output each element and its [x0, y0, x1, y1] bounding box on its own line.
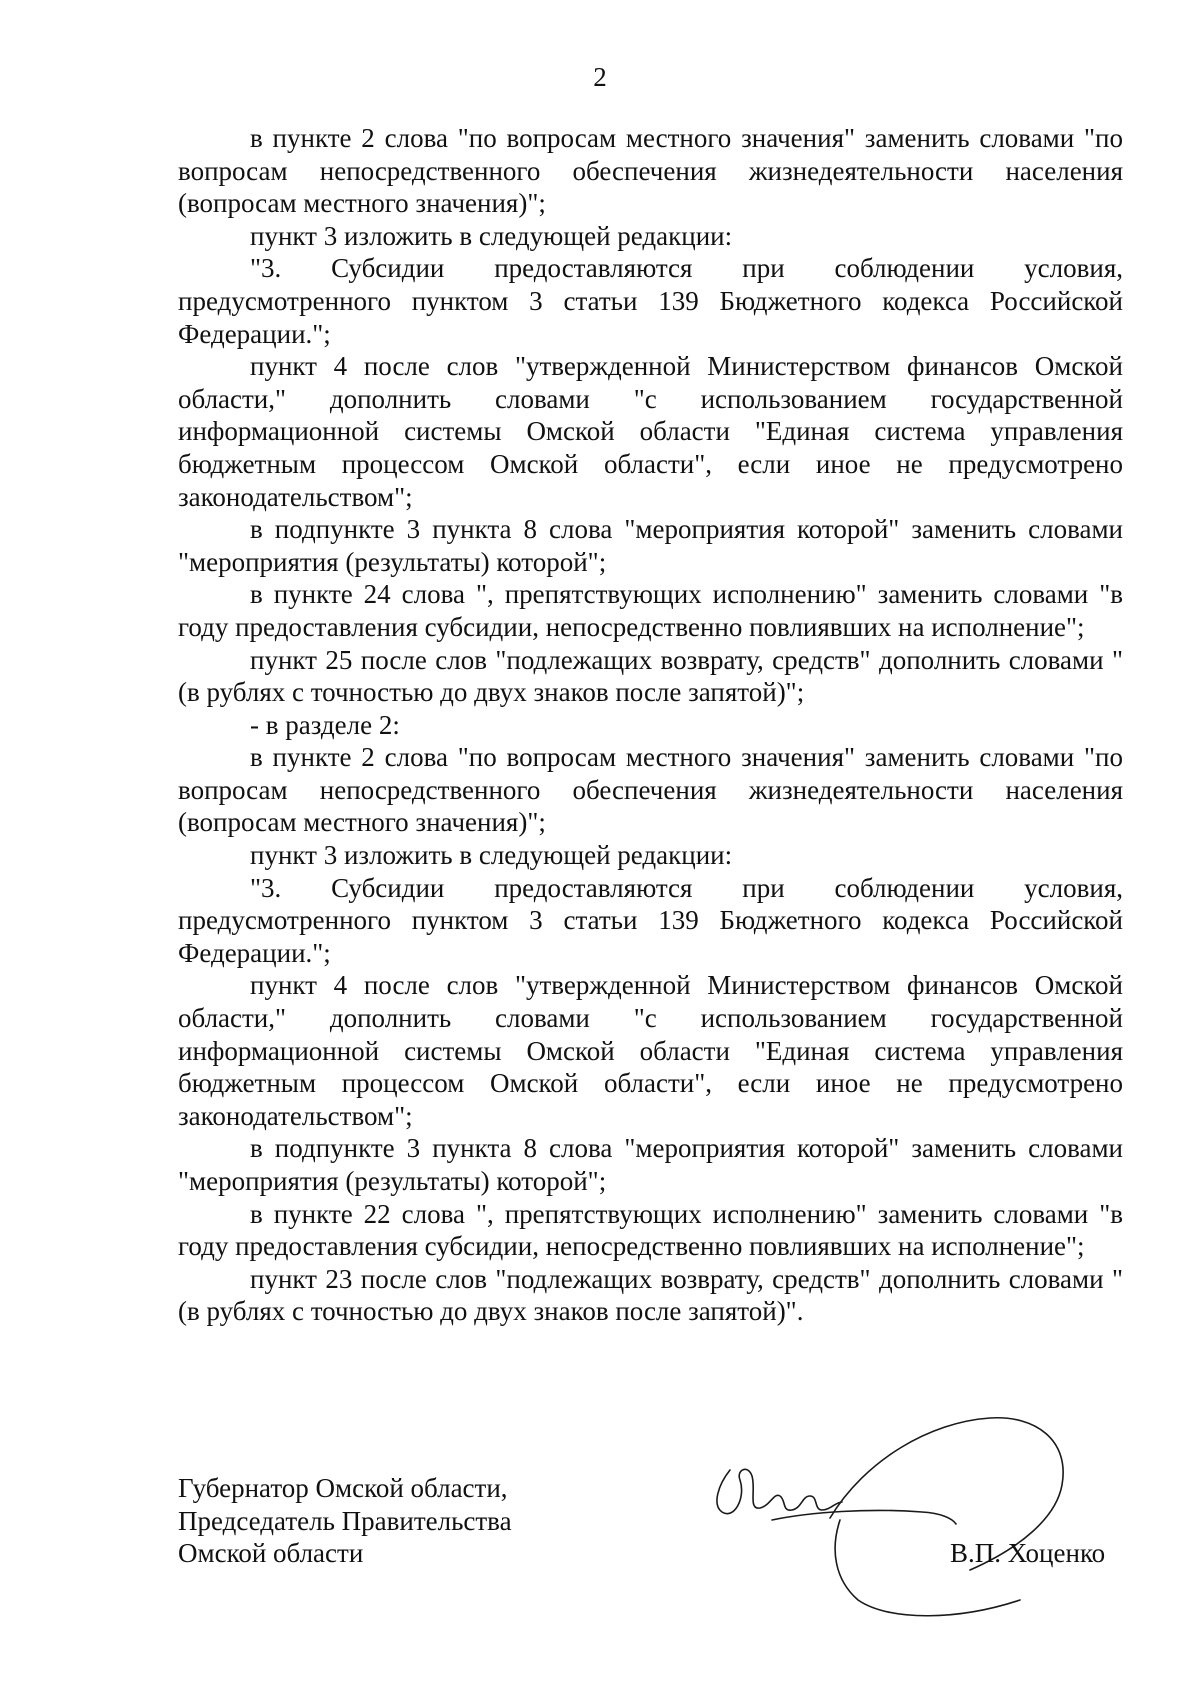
paragraph: пункт 25 после слов "подлежащих возврату, средств" дополнить словами "(в рублях с точностью до двух знаков после запятой)"; — [178, 644, 1123, 708]
paragraph: в подпункте 3 пункта 8 слова "мероприятия которой" заменить словами "мероприятия (результаты) которой"; — [178, 1133, 1123, 1196]
signatory-title-block — [178, 1472, 512, 1570]
paragraph: пункт 4 после слов "утвержденной Министерством финансов Омской области," дополнить словами "с использованием государственной информационной системы Омской области "Единая система управления бюджетным процессом Омской области", если иное не предусмотрено законодательством"; — [178, 351, 1123, 512]
paragraph: пункт 23 после слов "подлежащих возврату, средств" дополнить словами "(в рублях с точностью до двух знаков после запятой)". — [178, 1263, 1123, 1327]
paragraph: в пункте 2 слова "по вопросам местного значения" заменить словами "по вопросам непосредственного обеспечения жизнедеятельности населения (вопросам местного значения)"; — [178, 742, 1123, 838]
signatory-title-line: Омской области — [178, 1538, 364, 1569]
signatory-title-line: Губернатор Омской области, — [178, 1473, 508, 1503]
paragraph: пункт 3 изложить в следующей редакции: — [250, 220, 733, 251]
paragraph: в пункте 2 слова "по вопросам местного значения" заменить словами "по вопросам непосредственного обеспечения жизнедеятельности населения (вопросам местного значения)"; — [178, 123, 1123, 219]
paragraph: в пункте 22 слова ", препятствующих исполнению" заменить словами "в году предоставления субсидии, непосредственно повлиявших на исполнение"; — [178, 1198, 1123, 1262]
paragraph: - в разделе 2: — [250, 709, 400, 740]
paragraph: "3. Субсидии предоставляются при соблюдении условия, предусмотренного пунктом 3 статьи 139 Бюджетного кодекса Российской Федерации."; — [178, 872, 1123, 968]
signatory-title-line: Председатель Правительства — [178, 1505, 512, 1536]
page-number: 2 — [593, 62, 607, 92]
signatory-name: В.П. Хоценко — [950, 1538, 1106, 1568]
handwritten-signature — [690, 1400, 1110, 1630]
paragraph: в подпункте 3 пункта 8 слова "мероприятия которой" заменить словами "мероприятия (результаты) которой"; — [178, 514, 1123, 577]
document-body — [178, 122, 1123, 1328]
paragraph: пункт 3 изложить в следующей редакции: — [250, 840, 733, 871]
paragraph: пункт 4 после слов "утвержденной Министерством финансов Омской области," дополнить словами "с использованием государственной информационной системы Омской области "Единая система управления бюджетным процессом Омской области", если иное не предусмотрено законодательством"; — [178, 970, 1123, 1131]
paragraph: "3. Субсидии предоставляются при соблюдении условия, предусмотренного пунктом 3 статьи 139 Бюджетного кодекса Российской Федерации."; — [178, 253, 1123, 349]
paragraph: в пункте 24 слова ", препятствующих исполнению" заменить словами "в году предоставления субсидии, непосредственно повлиявших на исполнение"; — [178, 579, 1123, 642]
